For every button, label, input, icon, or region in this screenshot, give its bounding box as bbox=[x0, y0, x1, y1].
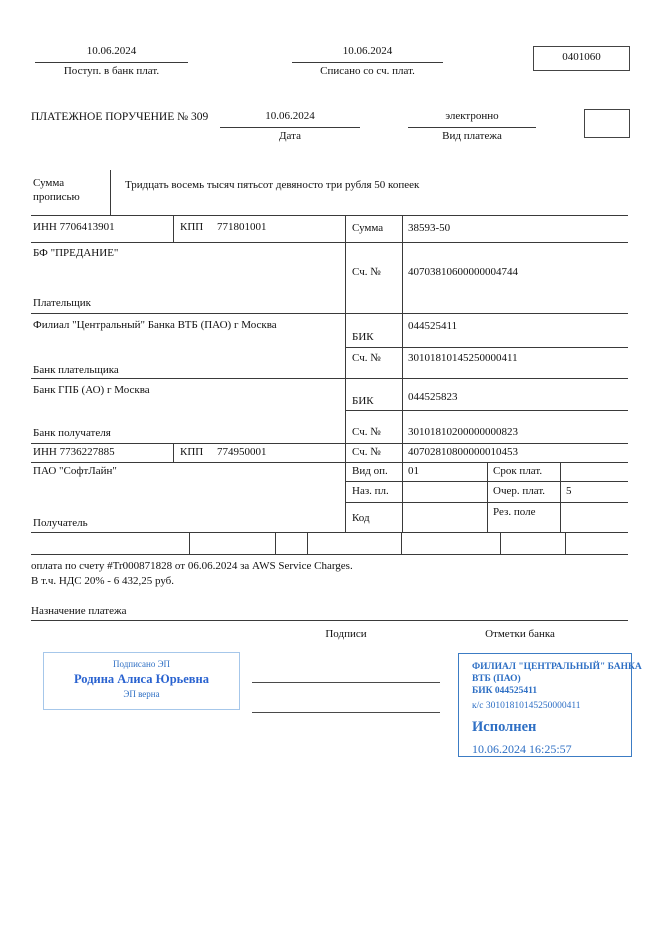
beneficiary-account-label: Сч. № bbox=[352, 446, 381, 458]
grid-line bbox=[402, 215, 403, 532]
signature-line-2 bbox=[252, 712, 440, 713]
beneficiary-section-label: Получатель bbox=[33, 517, 88, 529]
payer-kpp-value: 771801001 bbox=[217, 221, 267, 233]
sum-words-value: Тридцать восемь тысяч пятьсот девяносто три рубля 50 копеек bbox=[125, 179, 420, 191]
op-kind-label: Вид оп. bbox=[352, 465, 388, 477]
payer-bank-name: Филиал "Центральный" Банка ВТБ (ПАО) г Москва bbox=[33, 319, 277, 331]
bank-stamp-line3: БИК 044525411 bbox=[472, 685, 538, 696]
code-label: Код bbox=[352, 512, 370, 524]
payer-bank-account-value: 30101810145250000411 bbox=[408, 352, 518, 364]
doc-date-value: 10.06.2024 bbox=[265, 110, 315, 122]
sum-words-label-line1: Сумма bbox=[33, 177, 65, 189]
payer-account-value: 40703810600000004744 bbox=[408, 266, 518, 278]
bank-stamp-datetime: 10.06.2024 16:25:57 bbox=[472, 742, 572, 757]
reserve-field-label: Рез. поле bbox=[493, 506, 536, 518]
purpose-section-label: Назначение платежа bbox=[31, 605, 127, 617]
grid-line bbox=[560, 462, 561, 532]
grid-line bbox=[31, 313, 628, 314]
beneficiary-kpp-label: КПП bbox=[180, 446, 204, 458]
beneficiary-name: ПАО "СофтЛайн" bbox=[33, 465, 117, 477]
beneficiary-kpp-value: 774950001 bbox=[217, 446, 267, 458]
grid-line bbox=[31, 215, 628, 216]
e-signature-stamp bbox=[43, 652, 240, 710]
grid-line bbox=[189, 532, 190, 554]
form-code-box bbox=[533, 46, 630, 71]
debited-date-label: Списано со сч. плат. bbox=[320, 65, 415, 77]
beneficiary-account-value: 40702810800000010453 bbox=[408, 446, 518, 458]
priority-value: 5 bbox=[566, 485, 572, 497]
payer-bank-bik-label: БИК bbox=[352, 331, 374, 343]
payer-inn: ИНН 7706413901 bbox=[33, 221, 115, 233]
bank-stamp-line2: ВТБ (ПАО) bbox=[472, 673, 521, 684]
sum-value: 38593-50 bbox=[408, 222, 451, 234]
debited-date-value: 10.06.2024 bbox=[342, 45, 393, 57]
op-kind-value: 01 bbox=[408, 465, 419, 477]
grid-line bbox=[31, 462, 628, 463]
received-date-label: Поступ. в банк плат. bbox=[63, 65, 160, 77]
signature-line-1 bbox=[252, 682, 440, 683]
beneficiary-bank-account-value: 30101810200000000823 bbox=[408, 426, 518, 438]
debited-date-underline bbox=[292, 62, 443, 63]
grid-line bbox=[31, 620, 628, 621]
grid-line bbox=[31, 378, 628, 379]
doc-date-label: Дата bbox=[279, 130, 301, 142]
grid-line bbox=[401, 532, 402, 554]
grid-line bbox=[345, 347, 628, 348]
e-signature-line1: Подписано ЭП bbox=[112, 659, 171, 669]
e-signature-line3: ЭП верна bbox=[123, 688, 160, 699]
grid-line bbox=[500, 532, 501, 554]
bank-marks-label: Отметки банка bbox=[485, 628, 555, 640]
bank-stamp-line4: к/с 30101810145250000411 bbox=[472, 700, 581, 711]
received-date-value: 10.06.2024 bbox=[86, 45, 137, 57]
grid-line bbox=[307, 532, 308, 554]
bank-stamp-status: Исполнен bbox=[472, 718, 537, 735]
beneficiary-bank-bik-value: 044525823 bbox=[408, 391, 458, 403]
grid-line bbox=[487, 462, 488, 532]
status-code-box bbox=[584, 109, 630, 138]
beneficiary-bank-account-label: Сч. № bbox=[352, 426, 381, 438]
payer-kpp-label: КПП bbox=[180, 221, 204, 233]
beneficiary-bank-name: Банк ГПБ (АО) г Москва bbox=[33, 384, 150, 396]
beneficiary-bank-bik-label: БИК bbox=[352, 395, 374, 407]
sum-words-label-line2: прописью bbox=[33, 191, 80, 203]
grid-line bbox=[565, 532, 566, 554]
due-date-label: Срок плат. bbox=[493, 465, 543, 477]
grid-line bbox=[275, 532, 276, 554]
grid-line bbox=[31, 443, 628, 444]
signatures-label: Подписи bbox=[325, 628, 367, 640]
grid-line bbox=[173, 443, 174, 462]
bank-stamp bbox=[458, 653, 642, 757]
priority-label: Очер. плат. bbox=[493, 485, 546, 497]
payer-bank-bik-value: 044525411 bbox=[408, 320, 458, 332]
payment-kind-label: Вид платежа bbox=[442, 130, 502, 142]
grid-line bbox=[31, 554, 628, 555]
purpose-code-label: Наз. пл. bbox=[352, 485, 389, 497]
payment-kind-underline bbox=[408, 127, 536, 128]
grid-line bbox=[173, 215, 174, 242]
purpose-line1: оплата по счету #Tr000871828 от 06.06.2024 за AWS Service Charges. bbox=[31, 560, 353, 572]
form-code: 0401060 bbox=[562, 51, 601, 63]
received-date-underline bbox=[35, 62, 188, 63]
payer-account-label: Сч. № bbox=[352, 266, 381, 278]
grid-line bbox=[110, 170, 111, 215]
grid-line bbox=[31, 242, 628, 243]
beneficiary-bank-section-label: Банк получателя bbox=[33, 427, 111, 439]
payer-bank-account-label: Сч. № bbox=[352, 352, 381, 364]
payer-name: БФ "ПРЕДАНИЕ" bbox=[33, 247, 119, 259]
grid-line bbox=[31, 532, 628, 533]
bank-stamp-line1: ФИЛИАЛ "ЦЕНТРАЛЬНЫЙ" БАНКА bbox=[472, 662, 642, 672]
payment-kind-value: электронно bbox=[445, 110, 499, 122]
sum-words-label bbox=[33, 176, 105, 204]
purpose-line2: В т.ч. НДС 20% - 6 432,25 руб. bbox=[31, 575, 175, 587]
e-signature-name: Родина Алиса Юрьевна bbox=[73, 671, 210, 686]
beneficiary-inn: ИНН 7736227885 bbox=[33, 446, 115, 458]
payer-bank-section-label: Банк плательщика bbox=[33, 364, 119, 376]
sum-label: Сумма bbox=[352, 222, 384, 234]
grid-line bbox=[345, 410, 628, 411]
document-title: ПЛАТЕЖНОЕ ПОРУЧЕНИЕ № 309 bbox=[31, 111, 209, 123]
doc-date-underline bbox=[220, 127, 360, 128]
grid-line bbox=[345, 215, 346, 532]
payer-section-label: Плательщик bbox=[33, 297, 91, 309]
